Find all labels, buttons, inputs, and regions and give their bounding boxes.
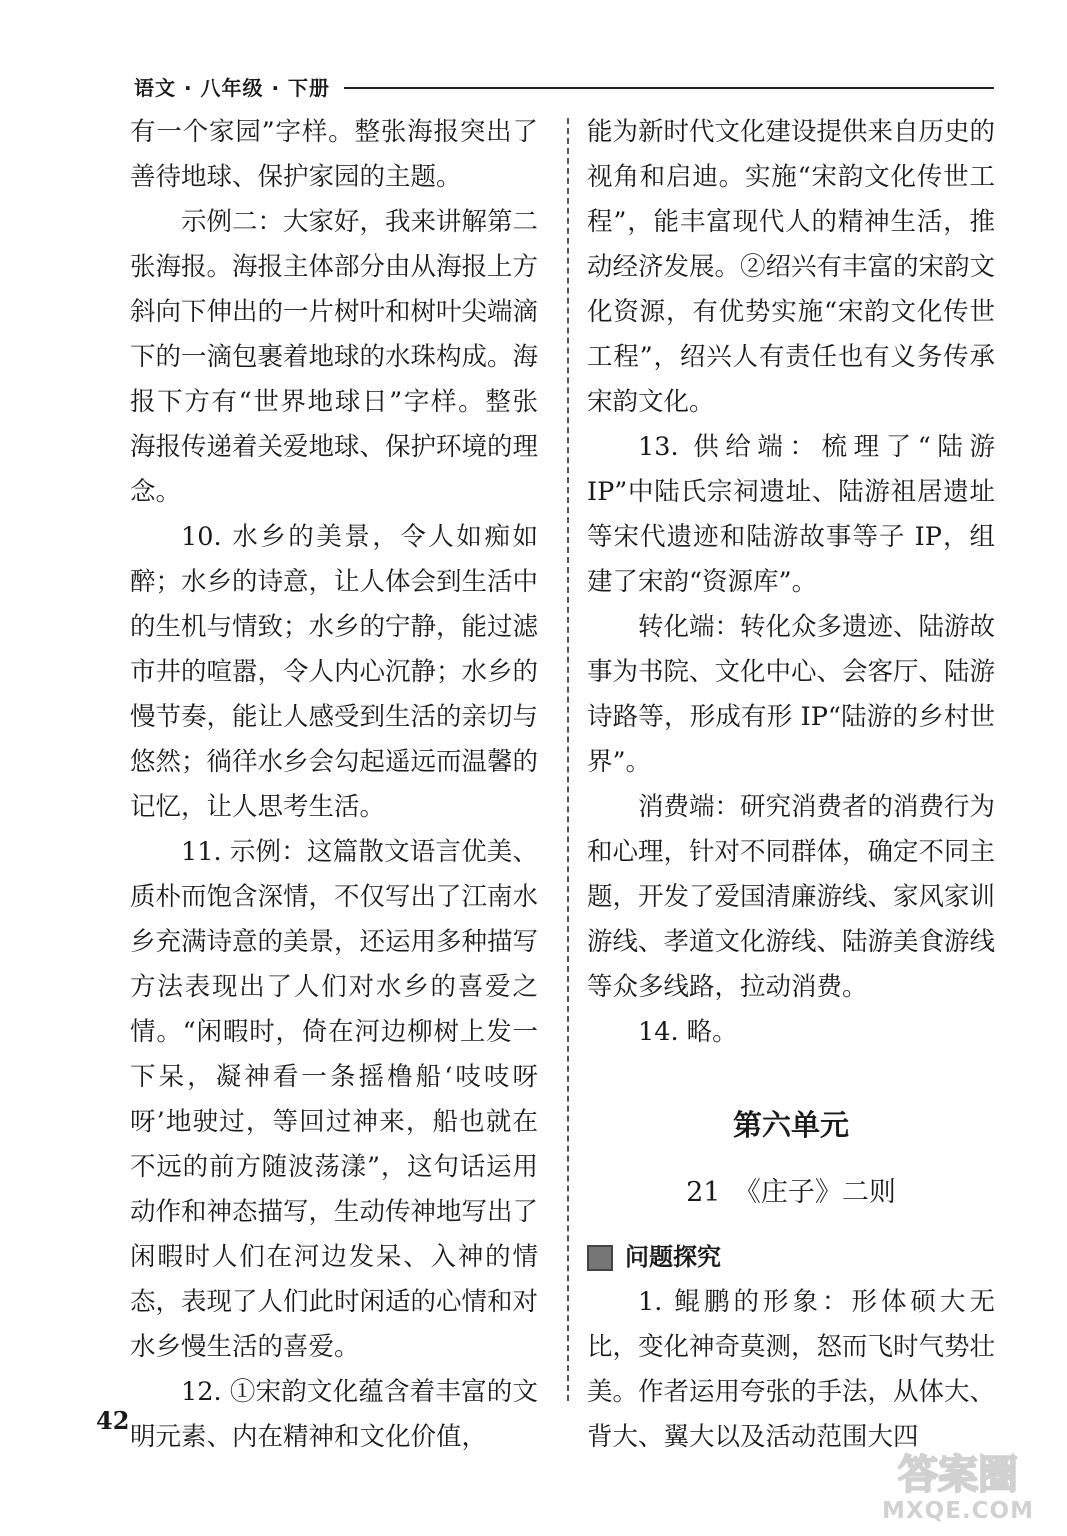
watermark-url: MXQE.COM <box>882 1498 1034 1524</box>
left-paragraph-1: 有一个家园”字样。整张海报突出了善待地球、保护家园的主题。 <box>130 117 538 192</box>
left-paragraph-5: 12. ①宋韵文化蕴含着丰富的文明元素、内在精神和文化价值， <box>130 1377 538 1452</box>
header-title: 语文 · 八年级 · 下册 <box>134 75 331 100</box>
left-paragraph-4: 11. 示例：这篇散文语言优美、质朴而饱含深情，不仅写出了江南水乡充满诗意的美景，还运用多种描写方法表现出了人们对水乡的喜爱之情。“闲暇时，倚在河边柳树上发一下呆，凝神看一条摇橹船‘吱吱呀呀’地驶过，等回过神来，船也就在不远的前方随波荡漾”，这句话运用动作和神态描写，生动传神地写出了闲暇时人们在河边发呆、入神的情态，表现了人们此时闲适的心情和对水乡慢生活的喜爱。 <box>130 837 539 1362</box>
page-number: 42 <box>96 1406 130 1435</box>
right-paragraph-5: 14. 略。 <box>638 1017 738 1047</box>
right-paragraph-4: 消费端：研究消费者的消费行为和心理，针对不同群体，确定不同主题，开发了爱国清廉游线、家风家训游线、孝道文化游线、陆游美食游线等众多线路，拉动消费。 <box>587 792 996 1002</box>
unit-title: 第六单元 <box>732 1108 849 1142</box>
left-column <box>130 110 538 1460</box>
square-marker-icon <box>587 1245 613 1271</box>
column-divider <box>567 118 569 1401</box>
lesson-title: 21 《庄子》二则 <box>686 1177 896 1208</box>
header-rule <box>344 87 994 89</box>
right-paragraph-1: 能为新时代文化建设提供来自历史的视角和启迪。实施“宋韵文化传世工程”，能丰富现代人的精神生活，推动经济发展。②绍兴有丰富的宋韵文化资源，有优势实施“宋韵文化传世工程”，绍兴人有责任也有义务传承宋韵文化。 <box>587 117 996 417</box>
section-heading <box>587 1235 995 1280</box>
right-paragraph-2: 13. 供给端：梳理了“陆游 IP”中陆氏宗祠遗址、陆游祖居遗址等宋代遗迹和陆游故事等子 IP，组建了宋韵“资源库”。 <box>587 432 995 597</box>
watermark-logo-text: 答案圈 <box>898 1452 1018 1496</box>
right-column <box>587 110 995 1460</box>
watermark-logo-icon <box>860 1448 1056 1496</box>
section-paragraph: 1. 鲲鹏的形象：形体硕大无比，变化神奇莫测，怒而飞时气势壮美。作者运用夸张的手法，从体大、背大、翼大以及活动范围大四 <box>587 1287 996 1452</box>
left-paragraph-2: 示例二：大家好，我来讲解第二张海报。海报主体部分由从海报上方斜向下伸出的一片树叶和树叶尖端滴下的一滴包裹着地球的水珠构成。海报下方有“世界地球日”字样。整张海报传递着关爱地球、保护环境的理念。 <box>130 207 539 507</box>
section-heading-text: 问题探究 <box>625 1243 721 1271</box>
watermark <box>860 1448 1056 1528</box>
page-header <box>134 68 994 104</box>
left-paragraph-3: 10. 水乡的美景，令人如痴如醉；水乡的诗意，让人体会到生活中的生机与情致；水乡的宁静，能过滤市井的喧嚣，令人内心沉静；水乡的慢节奏，能让人感受到生活的亲切与悠然；徜徉水乡会勾起遥远而温馨的记忆，让人思考生活。 <box>130 522 539 822</box>
right-paragraph-3: 转化端：转化众多遗迹、陆游故事为书院、文化中心、会客厅、陆游诗路等，形成有形 IP“陆游的乡村世界”。 <box>587 612 996 777</box>
